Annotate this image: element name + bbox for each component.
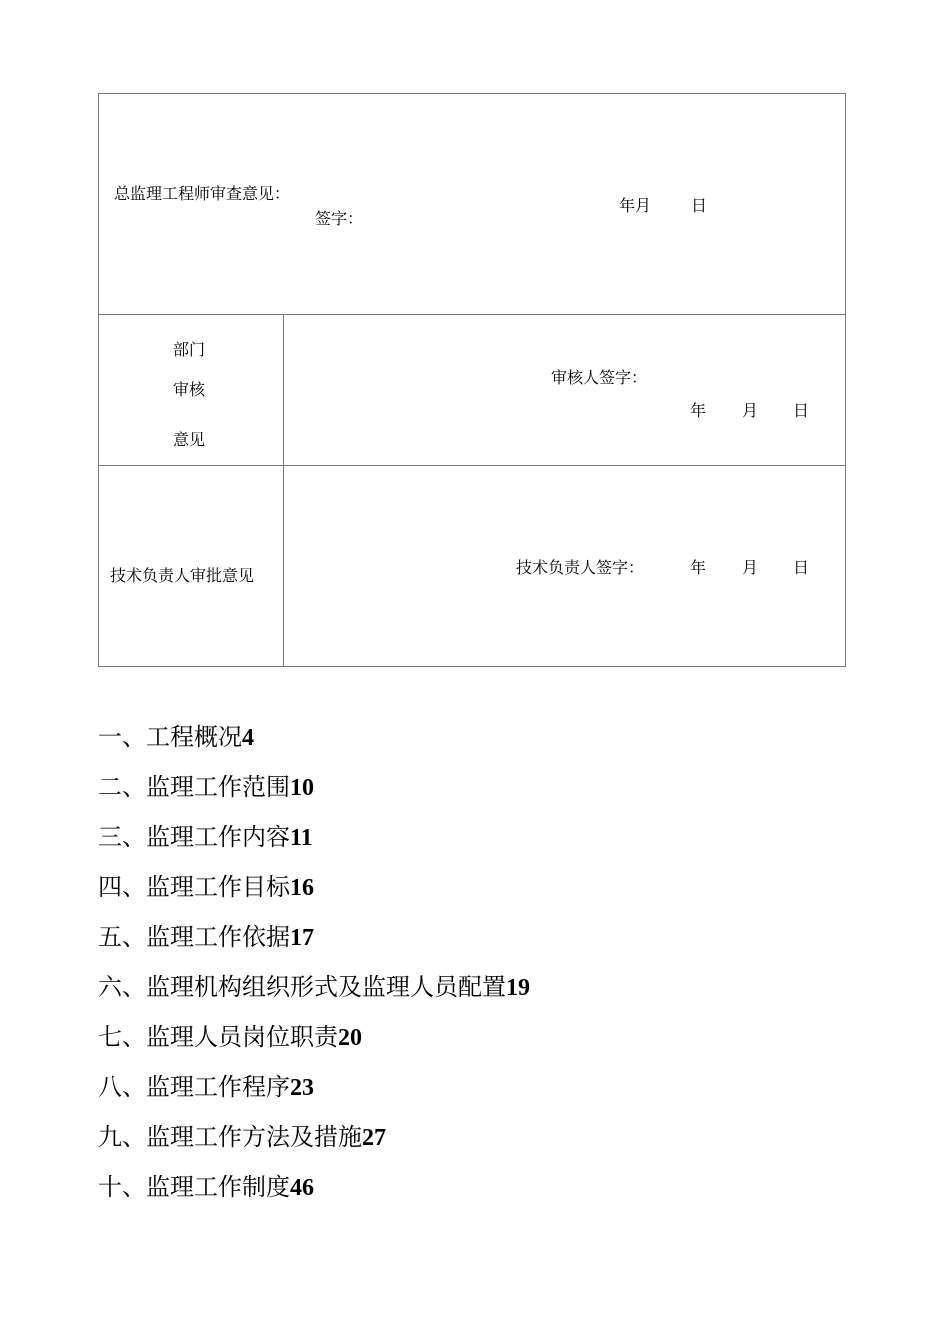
dept-label-line1: 部门 [173, 340, 206, 359]
dept-date-day: 日 [793, 401, 810, 420]
toc-entry[interactable] [98, 1172, 314, 1203]
column-divider [283, 315, 284, 465]
toc-page-number: 10 [290, 775, 314, 801]
toc-title: 六、监理机构组织形式及监理人员配置 [98, 973, 506, 1001]
column-divider [283, 466, 284, 666]
toc-title: 五、监理工作依据 [98, 923, 290, 951]
toc-page-number: 4 [242, 725, 254, 751]
toc-page-number: 20 [338, 1025, 362, 1051]
toc-page-number: 16 [290, 875, 314, 901]
tech-sign-label: 技术负责人签字： [516, 558, 645, 577]
dept-label-line2: 审核 [173, 380, 206, 399]
toc-entry[interactable] [98, 922, 314, 953]
toc-title: 七、监理人员岗位职责 [98, 1023, 338, 1051]
toc-page-number: 23 [290, 1075, 314, 1101]
tech-approval-label: 技术负责人审批意见 [110, 566, 255, 585]
toc-title: 一、工程概况 [98, 723, 242, 751]
toc-title: 三、监理工作内容 [98, 823, 290, 851]
toc-title: 十、监理工作制度 [98, 1173, 290, 1201]
toc-title: 四、监理工作目标 [98, 873, 290, 901]
tech-approval-row [99, 466, 845, 666]
dept-date-month: 月 [742, 401, 759, 420]
toc-title: 二、监理工作范围 [98, 773, 290, 801]
toc-entry[interactable] [98, 872, 314, 903]
toc-page-number: 11 [290, 825, 313, 851]
chief-review-row [99, 94, 845, 315]
chief-date-day: 日 [691, 196, 708, 215]
toc-page-number: 27 [362, 1125, 386, 1151]
toc-page-number: 17 [290, 925, 314, 951]
tech-date-day: 日 [793, 558, 810, 577]
dept-review-row [99, 315, 845, 466]
toc-entry[interactable] [98, 722, 254, 753]
toc-entry[interactable] [98, 822, 313, 853]
toc-entry[interactable] [98, 772, 314, 803]
tech-date-year: 年 [690, 558, 707, 577]
toc-page-number: 46 [290, 1175, 314, 1201]
toc-entry[interactable] [98, 1022, 362, 1053]
chief-review-label: 总监理工程师审查意见： [114, 184, 291, 203]
dept-date-year: 年 [690, 401, 707, 420]
toc-entry[interactable] [98, 1122, 386, 1153]
toc-page-number: 19 [506, 975, 530, 1001]
toc-entry[interactable] [98, 1072, 314, 1103]
toc-entry[interactable] [98, 972, 530, 1003]
toc-title: 八、监理工作程序 [98, 1073, 290, 1101]
review-form-table [98, 93, 846, 667]
dept-label-line3: 意见 [173, 430, 206, 449]
chief-sign-label: 签字： [315, 209, 364, 228]
tech-date-month: 月 [742, 558, 759, 577]
dept-sign-label: 审核人签字： [551, 368, 648, 387]
chief-date-year-month: 年月 [619, 196, 652, 215]
toc-title: 九、监理工作方法及措施 [98, 1123, 362, 1151]
